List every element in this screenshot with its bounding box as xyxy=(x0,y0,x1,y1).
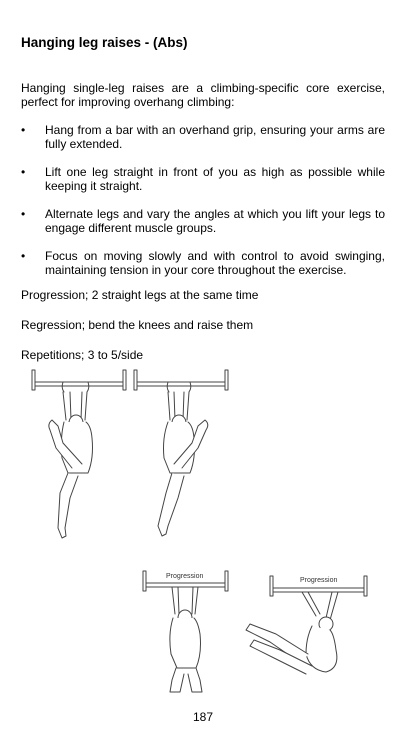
intro-paragraph: Hanging single-leg raises are a climbing-specific core exercise, perfect for improving overhang climbing: xyxy=(21,81,385,109)
pull-up-bar xyxy=(273,588,364,592)
bullet-icon: • xyxy=(21,207,26,221)
progression-text: Progression; 2 straight legs at the same time xyxy=(21,288,259,302)
bullet-icon: • xyxy=(21,123,26,137)
instruction-list xyxy=(21,123,385,291)
instruction-item xyxy=(21,249,385,277)
figure-progression-hang xyxy=(140,568,232,698)
bar-post-right xyxy=(364,576,367,596)
progression-label: Progression xyxy=(300,577,338,584)
page-title: Hanging leg raises - (Abs) xyxy=(21,35,188,50)
torso xyxy=(170,618,201,668)
arms xyxy=(302,592,338,620)
instruction-text: Alternate legs and vary the angles at which you lift your legs to engage different muscle groups. xyxy=(45,207,385,235)
instruction-item xyxy=(21,165,385,193)
pull-up-bar xyxy=(137,382,225,386)
page-number: 187 xyxy=(192,710,214,724)
instruction-text: Lift one leg straight in front of you as high as possible while keeping it straight. xyxy=(45,165,385,193)
figure-single-leg-raise-2 xyxy=(132,368,232,553)
pull-up-bar xyxy=(146,583,225,587)
progression-label: Progression xyxy=(166,573,204,580)
bar-post-left xyxy=(134,370,137,390)
instruction-item xyxy=(21,123,385,151)
bar-post-right xyxy=(225,571,228,591)
bar-post-left xyxy=(32,370,35,390)
instruction-text: Focus on moving slowly and with control to avoid swinging, maintaining tension in your core throughout the exercise. xyxy=(45,249,385,277)
repetitions-text: Repetitions; 3 to 5/side xyxy=(21,348,144,362)
bar-post-right xyxy=(225,370,228,390)
regression-text: Regression; bend the knees and raise them xyxy=(21,318,254,332)
bullet-icon: • xyxy=(21,249,26,263)
standing-leg xyxy=(158,473,184,536)
bar-post-right xyxy=(123,370,126,390)
figure-progression-leg-raise xyxy=(240,568,380,698)
bar-post-left xyxy=(270,576,273,596)
bar-post-left xyxy=(143,571,146,591)
instruction-item xyxy=(21,207,385,235)
bullet-icon: • xyxy=(21,165,26,179)
legs xyxy=(170,668,202,692)
instruction-text: Hang from a bar with an overhand grip, ensuring your arms are fully extended. xyxy=(45,123,385,151)
standing-leg xyxy=(58,473,78,538)
figure-single-leg-raise-1 xyxy=(30,368,130,553)
pull-up-bar xyxy=(35,382,123,386)
